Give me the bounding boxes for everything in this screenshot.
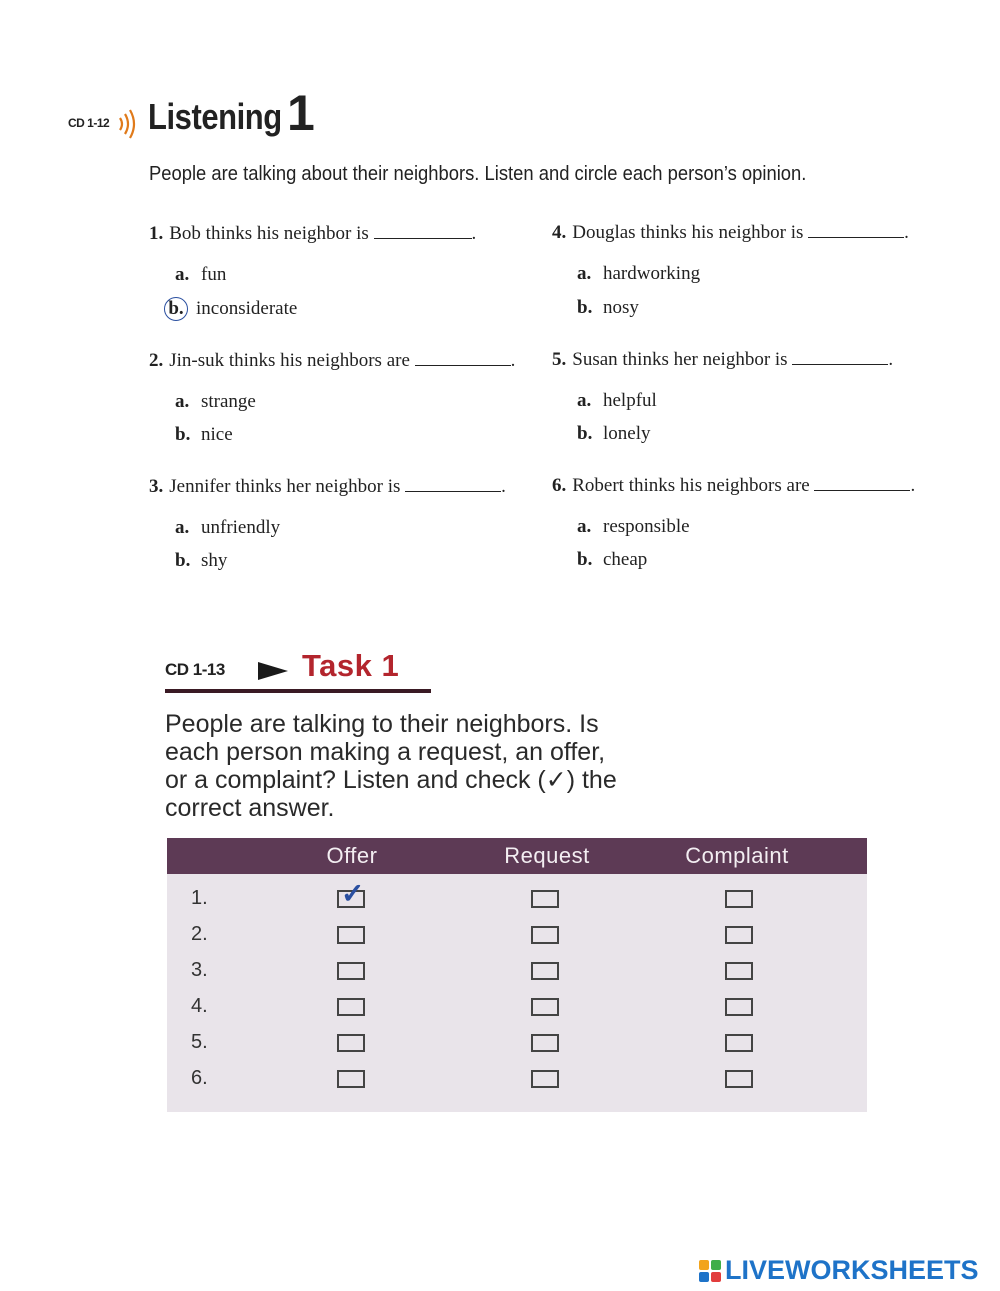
task-title: Task 1 bbox=[302, 648, 400, 683]
option-b-circled[interactable] bbox=[168, 297, 297, 321]
column-header-request: Request bbox=[504, 843, 590, 868]
option-a[interactable] bbox=[175, 517, 280, 539]
question-end: . bbox=[910, 475, 916, 496]
option-text: helpful bbox=[603, 390, 657, 411]
logo-square bbox=[711, 1260, 721, 1270]
option-label: b. bbox=[577, 423, 593, 444]
question-6 bbox=[552, 475, 915, 497]
option-a[interactable] bbox=[175, 264, 226, 286]
checkbox-request[interactable] bbox=[531, 926, 559, 944]
checkbox-complaint[interactable] bbox=[725, 890, 753, 908]
section-instruction: People are talking about their neighbors. Listen and circle each person’s opinion. bbox=[149, 163, 807, 185]
checkbox-offer[interactable] bbox=[337, 1034, 365, 1052]
option-b[interactable] bbox=[577, 423, 651, 445]
checkbox-complaint[interactable] bbox=[725, 998, 753, 1016]
row-number: 1. bbox=[191, 887, 208, 909]
question-4 bbox=[552, 222, 909, 244]
checkbox-request[interactable] bbox=[531, 998, 559, 1016]
checkmark-icon: ✓ bbox=[341, 878, 365, 909]
question-3 bbox=[149, 476, 506, 498]
question-text: Susan thinks her neighbor is bbox=[572, 349, 788, 370]
logo-square bbox=[699, 1272, 709, 1282]
question-end: . bbox=[471, 223, 477, 244]
checkbox-complaint[interactable] bbox=[725, 1034, 753, 1052]
row-number: 2. bbox=[191, 923, 208, 945]
row-number: 3. bbox=[191, 959, 208, 981]
question-text: Jin-suk thinks his neighbors are bbox=[169, 350, 410, 371]
task-instruction bbox=[165, 710, 865, 822]
checkbox-complaint[interactable] bbox=[725, 1070, 753, 1088]
question-text: Bob thinks his neighbor is bbox=[169, 223, 369, 244]
question-number: 4. bbox=[552, 222, 567, 243]
option-a[interactable] bbox=[577, 516, 690, 538]
option-text: strange bbox=[201, 391, 256, 412]
option-label: b. bbox=[577, 297, 593, 318]
option-text: shy bbox=[201, 550, 228, 571]
option-label: a. bbox=[175, 264, 190, 285]
option-a[interactable] bbox=[175, 391, 256, 413]
checkbox-request[interactable] bbox=[531, 1070, 559, 1088]
option-text: nosy bbox=[603, 297, 639, 318]
question-number: 3. bbox=[149, 476, 164, 497]
checkbox-request[interactable] bbox=[531, 890, 559, 908]
option-text: lonely bbox=[603, 423, 651, 444]
logo-grid-icon bbox=[699, 1260, 721, 1282]
play-arrow-icon bbox=[257, 660, 289, 687]
checkbox-offer[interactable] bbox=[337, 878, 365, 909]
option-text: fun bbox=[201, 264, 227, 285]
question-text: Robert thinks his neighbors are bbox=[572, 475, 810, 496]
question-end: . bbox=[888, 349, 894, 370]
question-number: 1. bbox=[149, 223, 164, 244]
row-number: 6. bbox=[191, 1067, 208, 1089]
instruction-line: People are talking to their neighbors. Is bbox=[165, 710, 599, 738]
checkbox-request[interactable] bbox=[531, 1034, 559, 1052]
logo-square bbox=[699, 1260, 709, 1270]
column-header-complaint: Complaint bbox=[685, 843, 789, 868]
section-title: Listening bbox=[148, 96, 282, 137]
option-label: a. bbox=[175, 517, 190, 538]
question-end: . bbox=[501, 476, 506, 497]
answer-blank bbox=[808, 223, 904, 238]
row-number: 5. bbox=[191, 1031, 208, 1053]
question-text: Douglas thinks his neighbor is bbox=[572, 222, 804, 243]
checkbox-complaint[interactable] bbox=[725, 962, 753, 980]
instruction-line: correct answer. bbox=[165, 794, 335, 822]
liveworksheets-logo bbox=[699, 1255, 979, 1286]
option-b[interactable] bbox=[175, 550, 227, 572]
instruction-line: each person making a request, an offer, bbox=[165, 738, 606, 766]
answer-blank bbox=[405, 477, 501, 492]
question-end: . bbox=[904, 222, 909, 243]
question-number: 2. bbox=[149, 350, 164, 371]
option-label: a. bbox=[175, 391, 190, 412]
logo-square bbox=[711, 1272, 721, 1282]
checkbox-complaint[interactable] bbox=[725, 926, 753, 944]
title-underline bbox=[165, 689, 431, 693]
option-label: b. bbox=[577, 549, 593, 570]
table-header bbox=[167, 838, 867, 874]
option-text: cheap bbox=[603, 549, 648, 570]
option-text: nice bbox=[201, 424, 233, 445]
question-1 bbox=[149, 223, 476, 245]
cd-track-label: CD 1-12 bbox=[68, 116, 110, 130]
answer-blank bbox=[374, 224, 472, 239]
cd-track-label: CD 1-13 bbox=[165, 660, 225, 679]
option-b[interactable] bbox=[577, 549, 647, 571]
question-5 bbox=[552, 349, 893, 371]
question-number: 6. bbox=[552, 475, 567, 496]
option-text: unfriendly bbox=[201, 517, 281, 538]
row-number: 4. bbox=[191, 995, 208, 1017]
option-a[interactable] bbox=[577, 390, 657, 412]
option-text: inconsiderate bbox=[196, 298, 298, 319]
option-label: b. bbox=[175, 424, 191, 445]
question-text: Jennifer thinks her neighbor is bbox=[169, 476, 401, 497]
checkbox-offer[interactable] bbox=[337, 926, 365, 944]
question-number: 5. bbox=[552, 349, 567, 370]
option-label: a. bbox=[577, 390, 592, 411]
question-end: . bbox=[510, 350, 516, 371]
option-label: b. bbox=[175, 550, 191, 571]
checkbox-offer[interactable] bbox=[337, 1070, 365, 1088]
checkbox-offer[interactable] bbox=[337, 962, 365, 980]
section-number: 1 bbox=[287, 85, 315, 141]
option-label: a. bbox=[577, 263, 592, 284]
option-b[interactable] bbox=[577, 297, 639, 319]
answer-blank bbox=[814, 476, 910, 491]
answer-blank bbox=[415, 351, 511, 366]
question-2 bbox=[149, 350, 515, 372]
answer-blank bbox=[792, 350, 888, 365]
answer-table bbox=[167, 838, 867, 1112]
checkbox-offer[interactable] bbox=[337, 998, 365, 1016]
audio-waves-icon bbox=[117, 104, 141, 149]
option-text: responsible bbox=[603, 516, 690, 537]
logo-text: LIVEWORKSHEETS bbox=[725, 1255, 979, 1285]
option-label: a. bbox=[577, 516, 592, 537]
checkbox-request[interactable] bbox=[531, 962, 559, 980]
option-text: hardworking bbox=[603, 263, 701, 284]
option-a[interactable] bbox=[577, 263, 700, 285]
instruction-line: or a complaint? Listen and check (✓) the bbox=[165, 766, 617, 794]
circled-answer-mark: b. bbox=[164, 297, 188, 321]
option-b[interactable] bbox=[175, 424, 233, 446]
column-header-offer: Offer bbox=[326, 843, 378, 868]
